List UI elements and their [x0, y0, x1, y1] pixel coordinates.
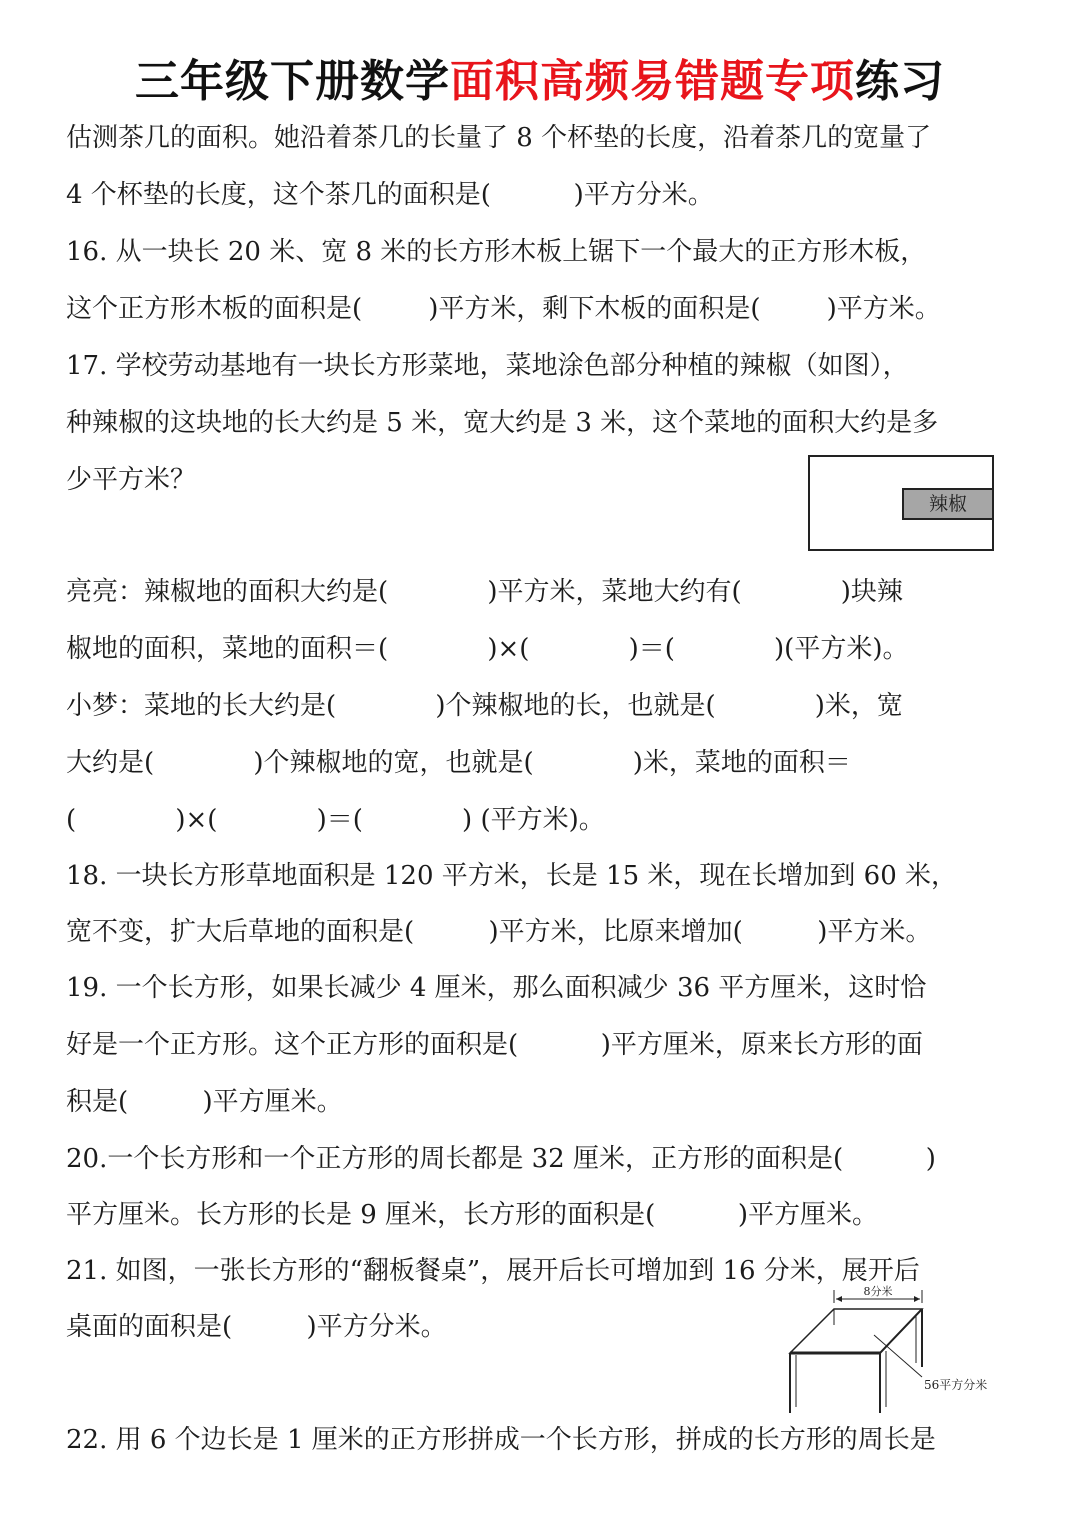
- question-18-line: 18. 一块长方形草地面积是 120 平方米，长是 15 米，现在长增加到 60 米，: [66, 861, 957, 891]
- table-width-label: 8分米: [863, 1285, 893, 1298]
- pepper-plot-label: 辣椒: [902, 488, 994, 520]
- folding-table-figure: [780, 1285, 1020, 1425]
- table-area-label: 56平方分米: [924, 1378, 988, 1392]
- text-line: 这个正方形木板的面积是( )平方米，剩下木板的面积是( )平方米。: [66, 294, 941, 324]
- text-line: 种辣椒的这块地的长大约是 5 米，宽大约是 3 米，这个菜地的面积大约是多: [66, 408, 939, 438]
- question-20-line: 20.一个长方形和一个正方形的周长都是 32 厘米，正方形的面积是( ): [66, 1144, 936, 1174]
- question-19-line: 19. 一个长方形，如果长减少 4 厘米，那么面积减少 36 平方厘米，这时恰: [66, 973, 927, 1003]
- text-line: 好是一个正方形。这个正方形的面积是( )平方厘米，原来长方形的面: [66, 1030, 923, 1060]
- vegetable-field-figure: [808, 455, 994, 551]
- title-part-1: 三年级下册数学: [135, 56, 450, 107]
- text-line: 估测茶几的面积。她沿着茶几的长量了 8 个杯垫的长度，沿着茶几的宽量了: [66, 123, 932, 153]
- question-17-line: 17. 学校劳动基地有一块长方形菜地，菜地涂色部分种植的辣椒（如图），: [66, 351, 909, 381]
- text-line: 4 个杯垫的长度，这个茶几的面积是( )平方分米。: [66, 180, 714, 210]
- text-line: 平方厘米。长方形的长是 9 厘米，长方形的面积是( )平方厘米。: [66, 1200, 879, 1230]
- text-line: 大约是( )个辣椒地的宽，也就是( )米，菜地的面积＝: [66, 748, 851, 778]
- page-title: [0, 52, 1080, 112]
- title-part-3: 练习: [855, 56, 945, 107]
- text-line: 小梦：菜地的长大约是( )个辣椒地的长，也就是( )米，宽: [66, 691, 903, 721]
- question-21-line: 21. 如图，一张长方形的“翻板餐桌”，展开后长可增加到 16 分米，展开后: [66, 1256, 920, 1286]
- text-line: 积是( )平方厘米。: [66, 1087, 343, 1117]
- text-line: 桌面的面积是( )平方分米。: [66, 1312, 447, 1342]
- text-line: 少平方米？: [66, 465, 197, 495]
- text-line: ( )×( )＝( ) (平方米)。: [66, 805, 605, 835]
- text-line: 宽不变，扩大后草地的面积是( )平方米，比原来增加( )平方米。: [66, 917, 932, 947]
- question-22-line: 22. 用 6 个边长是 1 厘米的正方形拼成一个长方形，拼成的长方形的周长是: [66, 1425, 936, 1455]
- question-16-line: 16. 从一块长 20 米、宽 8 米的长方形木板上锯下一个最大的正方形木板，: [66, 237, 927, 267]
- title-part-highlight: 面积高频易错题专项: [450, 56, 855, 107]
- text-line: 亮亮：辣椒地的面积大约是( )平方米，菜地大约有( )块辣: [66, 577, 903, 607]
- text-line: 椒地的面积，菜地的面积＝( )×( )＝( )(平方米)。: [66, 634, 909, 664]
